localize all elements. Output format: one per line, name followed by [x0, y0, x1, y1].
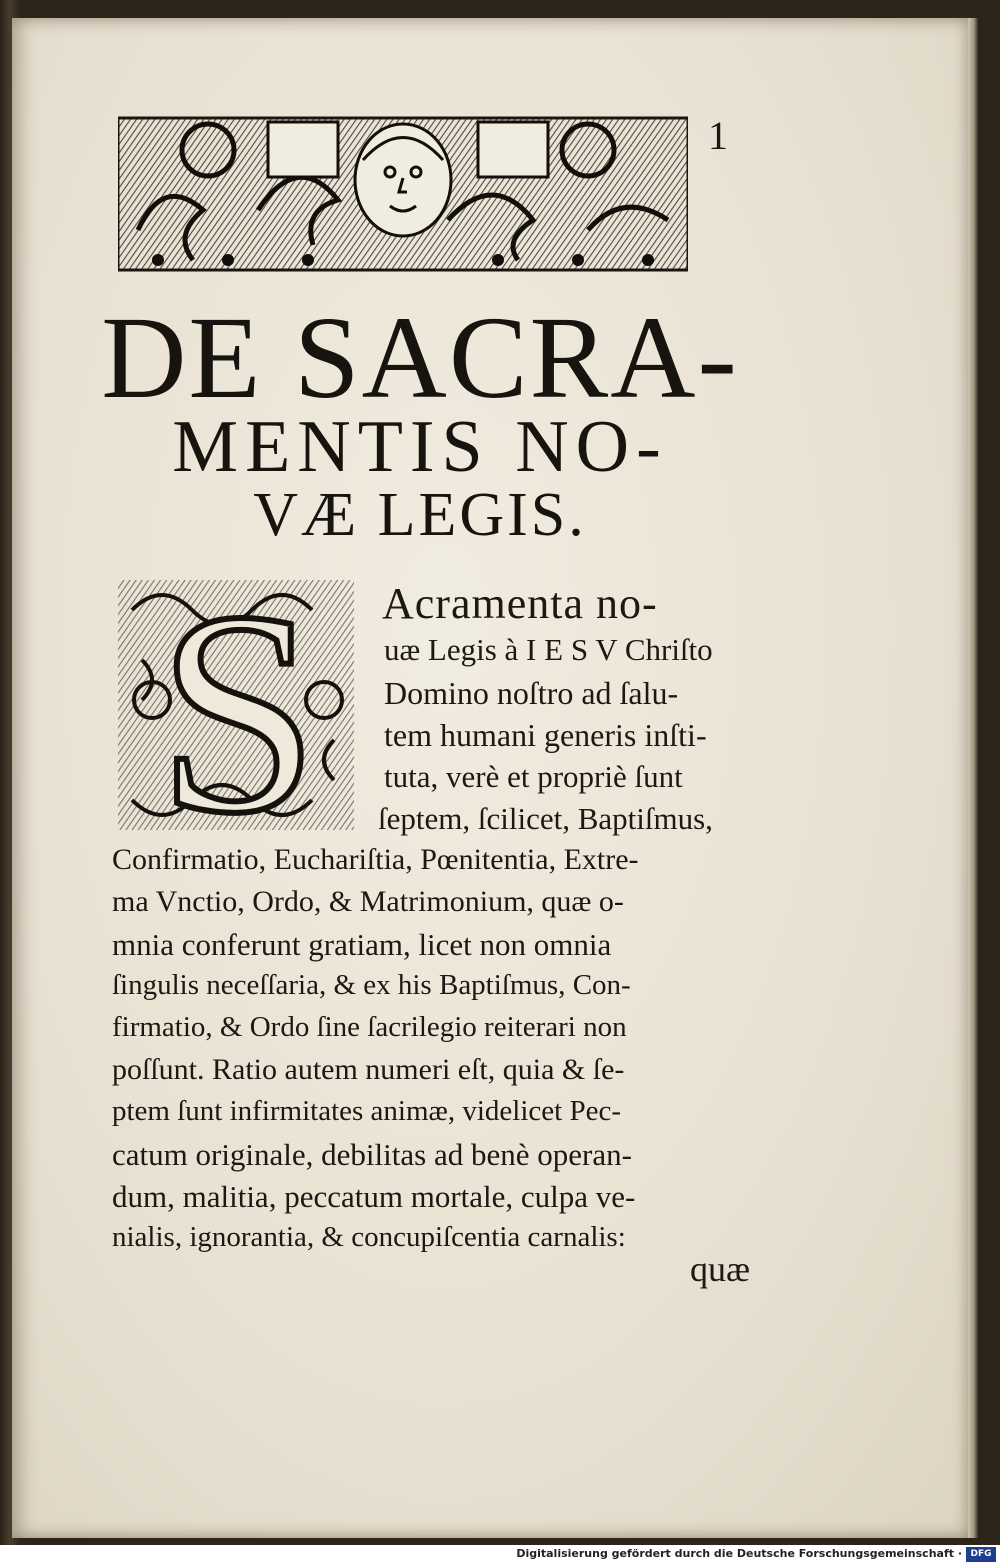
text-line: tem humani generis inſti-	[384, 717, 707, 753]
dropcap-letter: S	[157, 570, 319, 838]
digitization-footer	[0, 1545, 1000, 1565]
page-number: 1	[708, 113, 728, 158]
title-line-1: DE SACRA-	[101, 292, 739, 423]
text-line: ſeptem, ſcilicet, Baptiſmus,	[378, 801, 713, 836]
text-line: ſingulis neceſſaria, & ex his Baptiſmus, Con-	[112, 969, 631, 1001]
text-line: Domino noſtro ad ſalu-	[384, 675, 679, 711]
text-line: firmatio, & Ordo ſine ſacrilegio reiterari non	[112, 1011, 627, 1043]
text-line: uæ Legis à I E S V Chriſto	[384, 632, 713, 667]
footer-credit: Digitalisierung gefördert durch die Deutsche Forschungsgemeinschaft ·	[516, 1547, 962, 1560]
ornamental-dropcap	[112, 570, 364, 838]
text-line: dum, malitia, peccatum mortale, culpa ve-	[112, 1179, 636, 1214]
text-line: ma Vnctio, Ordo, & Matrimonium, quæ o-	[112, 885, 624, 918]
woodcut-headpiece	[118, 110, 688, 278]
title-line-2: MENTIS NO-	[172, 406, 668, 488]
title-line-3: VÆ LEGIS.	[253, 481, 587, 549]
text-line: poſſunt. Ratio autem numeri eſt, quia & ſe-	[112, 1053, 625, 1086]
text-line: ptem ſunt infirmitates animæ, videlicet Pec-	[112, 1095, 621, 1127]
text-line: Confirmatio, Euchariſtia, Pœnitentia, Extre-	[112, 843, 639, 876]
text-line: mnia conferunt gratiam, licet non omnia	[112, 927, 612, 962]
text-line: tuta, verè et propriè ſunt	[384, 759, 683, 794]
text-line: Acramenta no-	[382, 579, 658, 628]
text-line: catum originale, debilitas ad benè operan-	[112, 1137, 632, 1172]
catchword: quæ	[690, 1249, 751, 1289]
dfg-logo: DFG	[966, 1547, 996, 1562]
text-line: nialis, ignorantia, & concupiſcentia carnalis:	[112, 1221, 626, 1253]
page-edge	[968, 18, 978, 1538]
